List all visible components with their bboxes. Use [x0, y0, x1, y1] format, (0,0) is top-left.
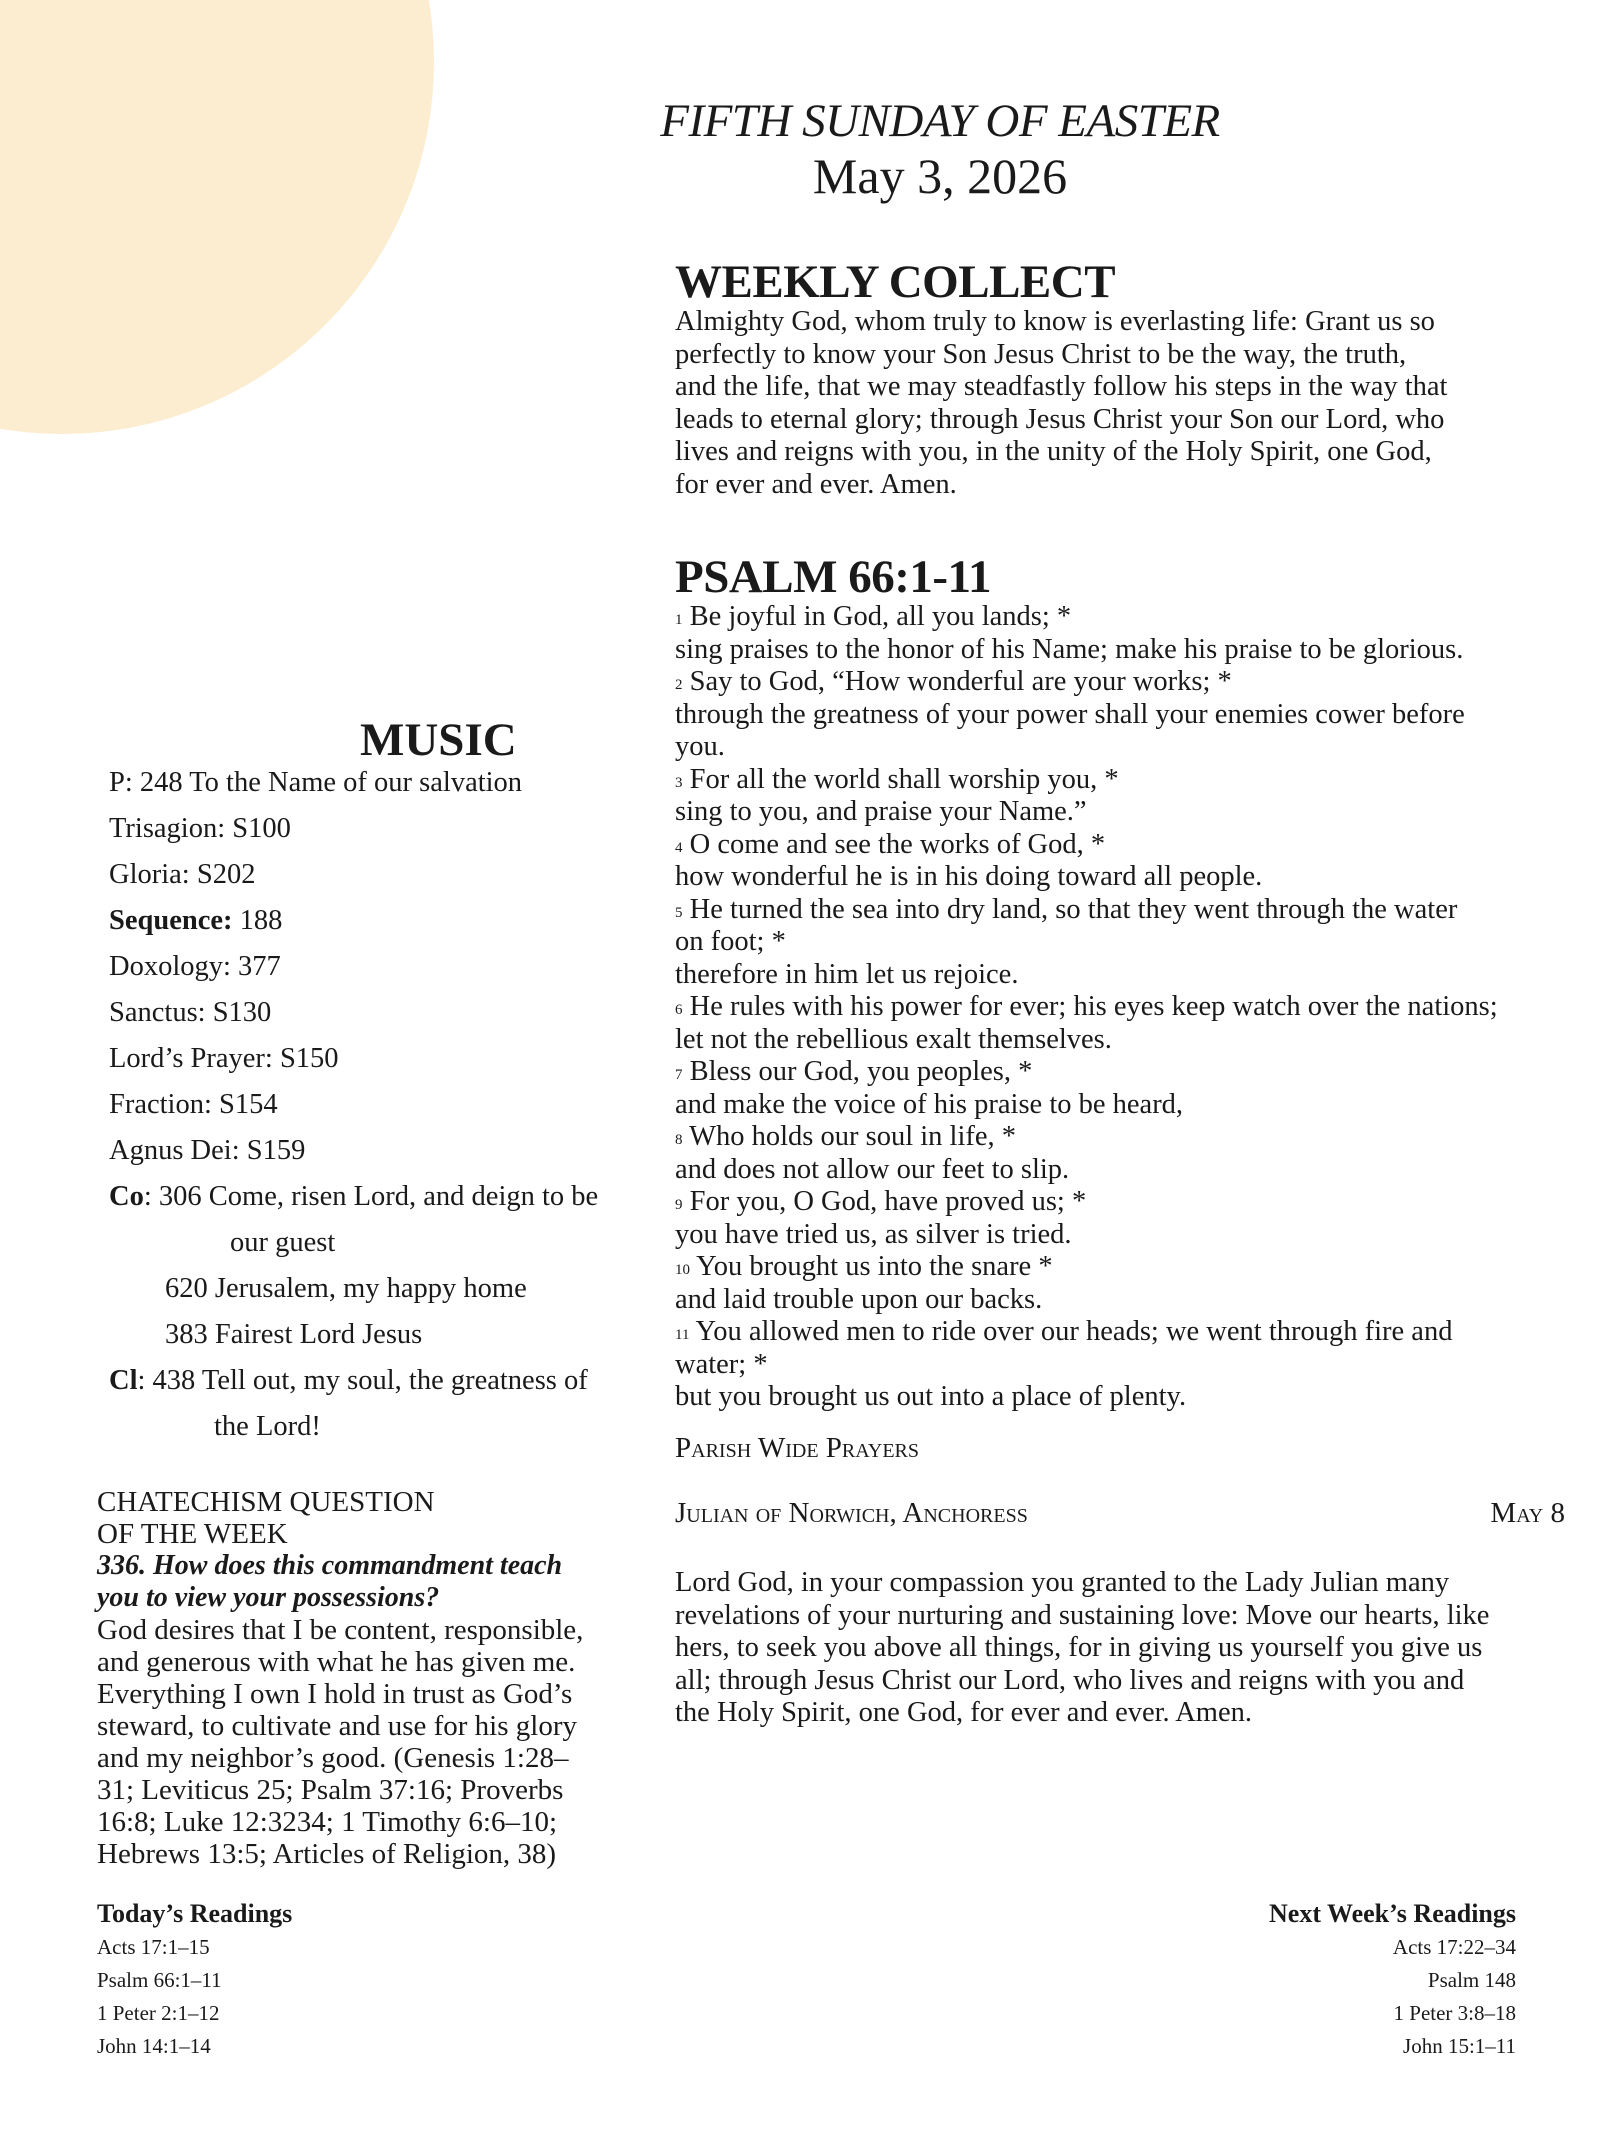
music-item-label: Sequence:: [109, 905, 233, 936]
psalm-line-text: You allowed men to ride over our heads; we went through fire and: [689, 1316, 1453, 1347]
music-item: [109, 806, 669, 852]
psalm-line-text: therefore in him let us rejoice.: [675, 958, 1019, 990]
psalm-line-text: Be joyful in God, all you lands; *: [682, 601, 1072, 632]
collect-line: leads to eternal glory; through Jesus Christ your Son our Lord, who: [675, 403, 1445, 435]
music-item-label: P:: [109, 767, 133, 798]
psalm-line-text: you have tried us, as silver is tried.: [675, 1218, 1072, 1250]
psalm-line: [675, 1349, 1575, 1382]
psalm-line: [675, 1284, 1575, 1317]
catechism-answer-line: God desires that I be content, responsible,: [97, 1614, 584, 1646]
page-header: [560, 95, 1320, 205]
collect-line: and the life, that we may steadfastly follow his steps in the way that: [675, 371, 1448, 402]
psalm-line-text: For you, O God, have proved us; *: [682, 1186, 1087, 1217]
music-item-text: Sanctus: S130: [109, 997, 272, 1028]
music-item-label: Co: [109, 1181, 144, 1212]
catechism-answer-line: Hebrews 13:5; Articles of Religion, 38): [97, 1838, 557, 1870]
psalm-line: [675, 731, 1575, 764]
psalm-line-text: sing to you, and praise your Name.”: [675, 796, 1087, 827]
psalm-line: [675, 991, 1575, 1024]
catechism-question-line: you to view your possessions?: [97, 1582, 440, 1613]
psalm-line-text: sing praises to the honor of his Name; make his praise to be glorious.: [675, 633, 1464, 665]
verse-number: 8: [675, 1132, 683, 1148]
commemoration-prayer: [675, 1567, 1575, 1730]
music-item-text: the Lord!: [214, 1411, 321, 1442]
catechism-section: [97, 1486, 637, 1870]
music-item: [109, 852, 669, 898]
psalm-line-text: O come and see the works of God, *: [682, 828, 1106, 860]
catechism-answer-line: 31; Leviticus 25; Psalm 37:16; Proverbs: [97, 1774, 564, 1806]
reading-item: John 14:1–14: [97, 2034, 211, 2058]
music-item: [109, 990, 669, 1036]
music-item: [109, 1174, 669, 1220]
psalm-line: [675, 1219, 1575, 1252]
psalm-line-text: water; *: [675, 1348, 768, 1380]
psalm-line: [675, 601, 1575, 634]
psalm-line: [675, 1381, 1575, 1414]
music-item-text: our guest: [230, 1227, 336, 1258]
catechism-answer-line: and generous with what he has given me.: [97, 1646, 576, 1678]
catechism-title-line: CHATECHISM QUESTION: [97, 1486, 435, 1518]
psalm-line: [675, 796, 1575, 829]
catechism-title-line: OF THE WEEK: [97, 1518, 288, 1550]
psalm-line: [675, 634, 1575, 667]
verse-number: 10: [675, 1262, 690, 1278]
prayer-line: hers, to seek you above all things, for in giving us yourself you give us: [675, 1632, 1483, 1663]
verse-number: 6: [675, 1002, 683, 1018]
catechism-question-line: 336. How does this commandment teach: [97, 1550, 563, 1581]
music-item: [109, 1266, 669, 1312]
psalm-line-text: For all the world shall worship you, *: [682, 763, 1119, 795]
music-item: [109, 1082, 669, 1128]
music-item: [109, 898, 669, 944]
music-item-text: Fraction: S154: [109, 1089, 278, 1120]
psalm-line: [675, 666, 1575, 699]
psalm-line: [675, 1316, 1575, 1349]
music-item: [109, 1312, 669, 1358]
catechism-answer-line: 16:8; Luke 12:3234; 1 Timothy 6:6–10;: [97, 1806, 558, 1838]
music-item-text: Gloria: S202: [109, 859, 256, 890]
music-item: [109, 1404, 669, 1450]
psalm-line: [675, 1251, 1575, 1284]
collect-text: [675, 306, 1575, 501]
psalm-line: [675, 861, 1575, 894]
commemoration-row: [675, 1497, 1565, 1530]
psalm-line-text: and make the voice of his praise to be heard,: [675, 1088, 1184, 1120]
music-list: [109, 760, 669, 1450]
music-item: [109, 1036, 669, 1082]
psalm-line: [675, 699, 1575, 732]
psalm-line-text: He rules with his power for ever; his eyes keep watch over the nations;: [682, 991, 1498, 1022]
psalm-line: [675, 1024, 1575, 1057]
psalm-line: [675, 1121, 1575, 1154]
reading-item: 1 Peter 3:8–18: [1393, 2001, 1516, 2025]
psalm-section: [675, 553, 1575, 1414]
psalm-line-text: let not the rebellious exalt themselves.: [675, 1023, 1112, 1055]
music-item: [109, 760, 669, 806]
psalm-line: [675, 1154, 1575, 1187]
collect-line: perfectly to know your Son Jesus Christ to be the way, the truth,: [675, 338, 1407, 370]
psalm-line: [675, 1089, 1575, 1122]
reading-item: Acts 17:1–15: [97, 1935, 210, 1959]
psalm-line-text: how wonderful he is in his doing toward all people.: [675, 861, 1263, 892]
music-item-text: Agnus Dei: S159: [109, 1135, 306, 1166]
psalm-text: [675, 601, 1575, 1414]
music-title: MUSIC: [360, 714, 517, 766]
service-date: May 3, 2026: [812, 148, 1068, 204]
music-item-text: 188: [232, 905, 283, 936]
music-item: [109, 944, 669, 990]
music-item: [109, 1128, 669, 1174]
next-weeks-readings-heading: Next Week’s Readings: [1269, 1899, 1516, 1928]
psalm-line-text: you.: [675, 731, 725, 762]
todays-readings: [97, 1897, 292, 2063]
music-item-text: : 438 Tell out, my soul, the greatness of: [137, 1365, 588, 1396]
psalm-line: [675, 829, 1575, 862]
psalm-title: PSALM 66:1-11: [675, 551, 991, 603]
catechism-answer-line: steward, to cultivate and use for his glory: [97, 1710, 577, 1742]
music-item: [109, 1220, 669, 1266]
music-item-text: 620 Jerusalem, my happy home: [165, 1273, 527, 1304]
collect-line: for ever and ever. Amen.: [675, 468, 957, 500]
psalm-line-text: He turned the sea into dry land, so that they went through the water: [682, 893, 1458, 925]
psalm-line: [675, 1186, 1575, 1219]
verse-number: 11: [675, 1327, 690, 1343]
reading-item: Psalm 66:1–11: [97, 1968, 222, 1992]
decorative-circle: [0, 0, 434, 434]
psalm-line-text: and laid trouble upon our backs.: [675, 1283, 1043, 1315]
prayer-line: Lord God, in your compassion you granted to the Lady Julian many: [675, 1567, 1450, 1598]
weekly-collect-section: [675, 258, 1575, 501]
psalm-line-text: on foot; *: [675, 926, 786, 957]
collect-line: Almighty God, whom truly to know is everlasting life: Grant us so: [675, 306, 1435, 337]
verse-number: 7: [675, 1067, 683, 1083]
music-item-text: Doxology: 377: [109, 951, 281, 982]
verse-number: 1: [675, 612, 683, 628]
music-item-text: 248 To the Name of our salvation: [132, 767, 523, 798]
collect-line: lives and reigns with you, in the unity of the Holy Spirit, one God,: [675, 436, 1432, 467]
verse-number: 4: [675, 839, 683, 856]
psalm-line: [675, 894, 1575, 927]
psalm-line-text: Bless our God, you peoples, *: [682, 1056, 1033, 1087]
reading-item: John 15:1–11: [1403, 2034, 1516, 2058]
music-item-text: Lord’s Prayer: S150: [109, 1043, 339, 1074]
music-item: [109, 1358, 669, 1404]
commemoration-name: Julian of Norwich, Anchoress: [675, 1497, 1028, 1529]
collect-title: WEEKLY COLLECT: [675, 256, 1116, 308]
reading-item: Psalm 148: [1427, 1968, 1516, 1992]
parish-wide-prayers-heading: Parish Wide Prayers: [675, 1432, 920, 1464]
next-weeks-readings: [1269, 1897, 1516, 2063]
liturgical-season: FIFTH SUNDAY OF EASTER: [660, 95, 1220, 147]
psalm-line-text: and does not allow our feet to slip.: [675, 1153, 1070, 1185]
music-item-text: Trisagion: S100: [109, 813, 291, 844]
catechism-answer-line: and my neighbor’s good. (Genesis 1:28–: [97, 1742, 569, 1774]
psalm-line: [675, 959, 1575, 992]
reading-item: Acts 17:22–34: [1392, 1935, 1516, 1959]
psalm-line: [675, 1056, 1575, 1089]
psalm-line: [675, 764, 1575, 797]
psalm-line-text: Say to God, “How wonderful are your works; *: [682, 666, 1232, 697]
psalm-line-text: You brought us into the snare *: [690, 1251, 1053, 1282]
verse-number: 9: [675, 1197, 683, 1213]
psalm-line-text: through the greatness of your power shall your enemies cower before: [675, 698, 1465, 730]
verse-number: 5: [675, 904, 683, 921]
prayer-line: revelations of your nurturing and sustaining love: Move our hearts, like: [675, 1599, 1490, 1631]
todays-readings-heading: Today’s Readings: [97, 1899, 293, 1928]
prayer-line: the Holy Spirit, one God, for ever and ever. Amen.: [675, 1697, 1252, 1728]
prayer-line: all; through Jesus Christ our Lord, who lives and reigns with you and: [675, 1664, 1465, 1696]
verse-number: 2: [675, 677, 683, 693]
catechism-answer-line: Everything I own I hold in trust as God’s: [97, 1678, 573, 1710]
verse-number: 3: [675, 774, 683, 791]
music-item-label: Cl: [109, 1365, 138, 1396]
music-item-text: : 306 Come, risen Lord, and deign to be: [143, 1181, 599, 1212]
psalm-line-text: but you brought us out into a place of plenty.: [675, 1381, 1187, 1412]
psalm-line-text: Who holds our soul in life, *: [682, 1121, 1017, 1152]
psalm-line: [675, 926, 1575, 959]
reading-item: 1 Peter 2:1–12: [97, 2001, 220, 2025]
commemoration-date: May 8: [1490, 1497, 1565, 1529]
music-item-text: 383 Fairest Lord Jesus: [165, 1319, 423, 1350]
